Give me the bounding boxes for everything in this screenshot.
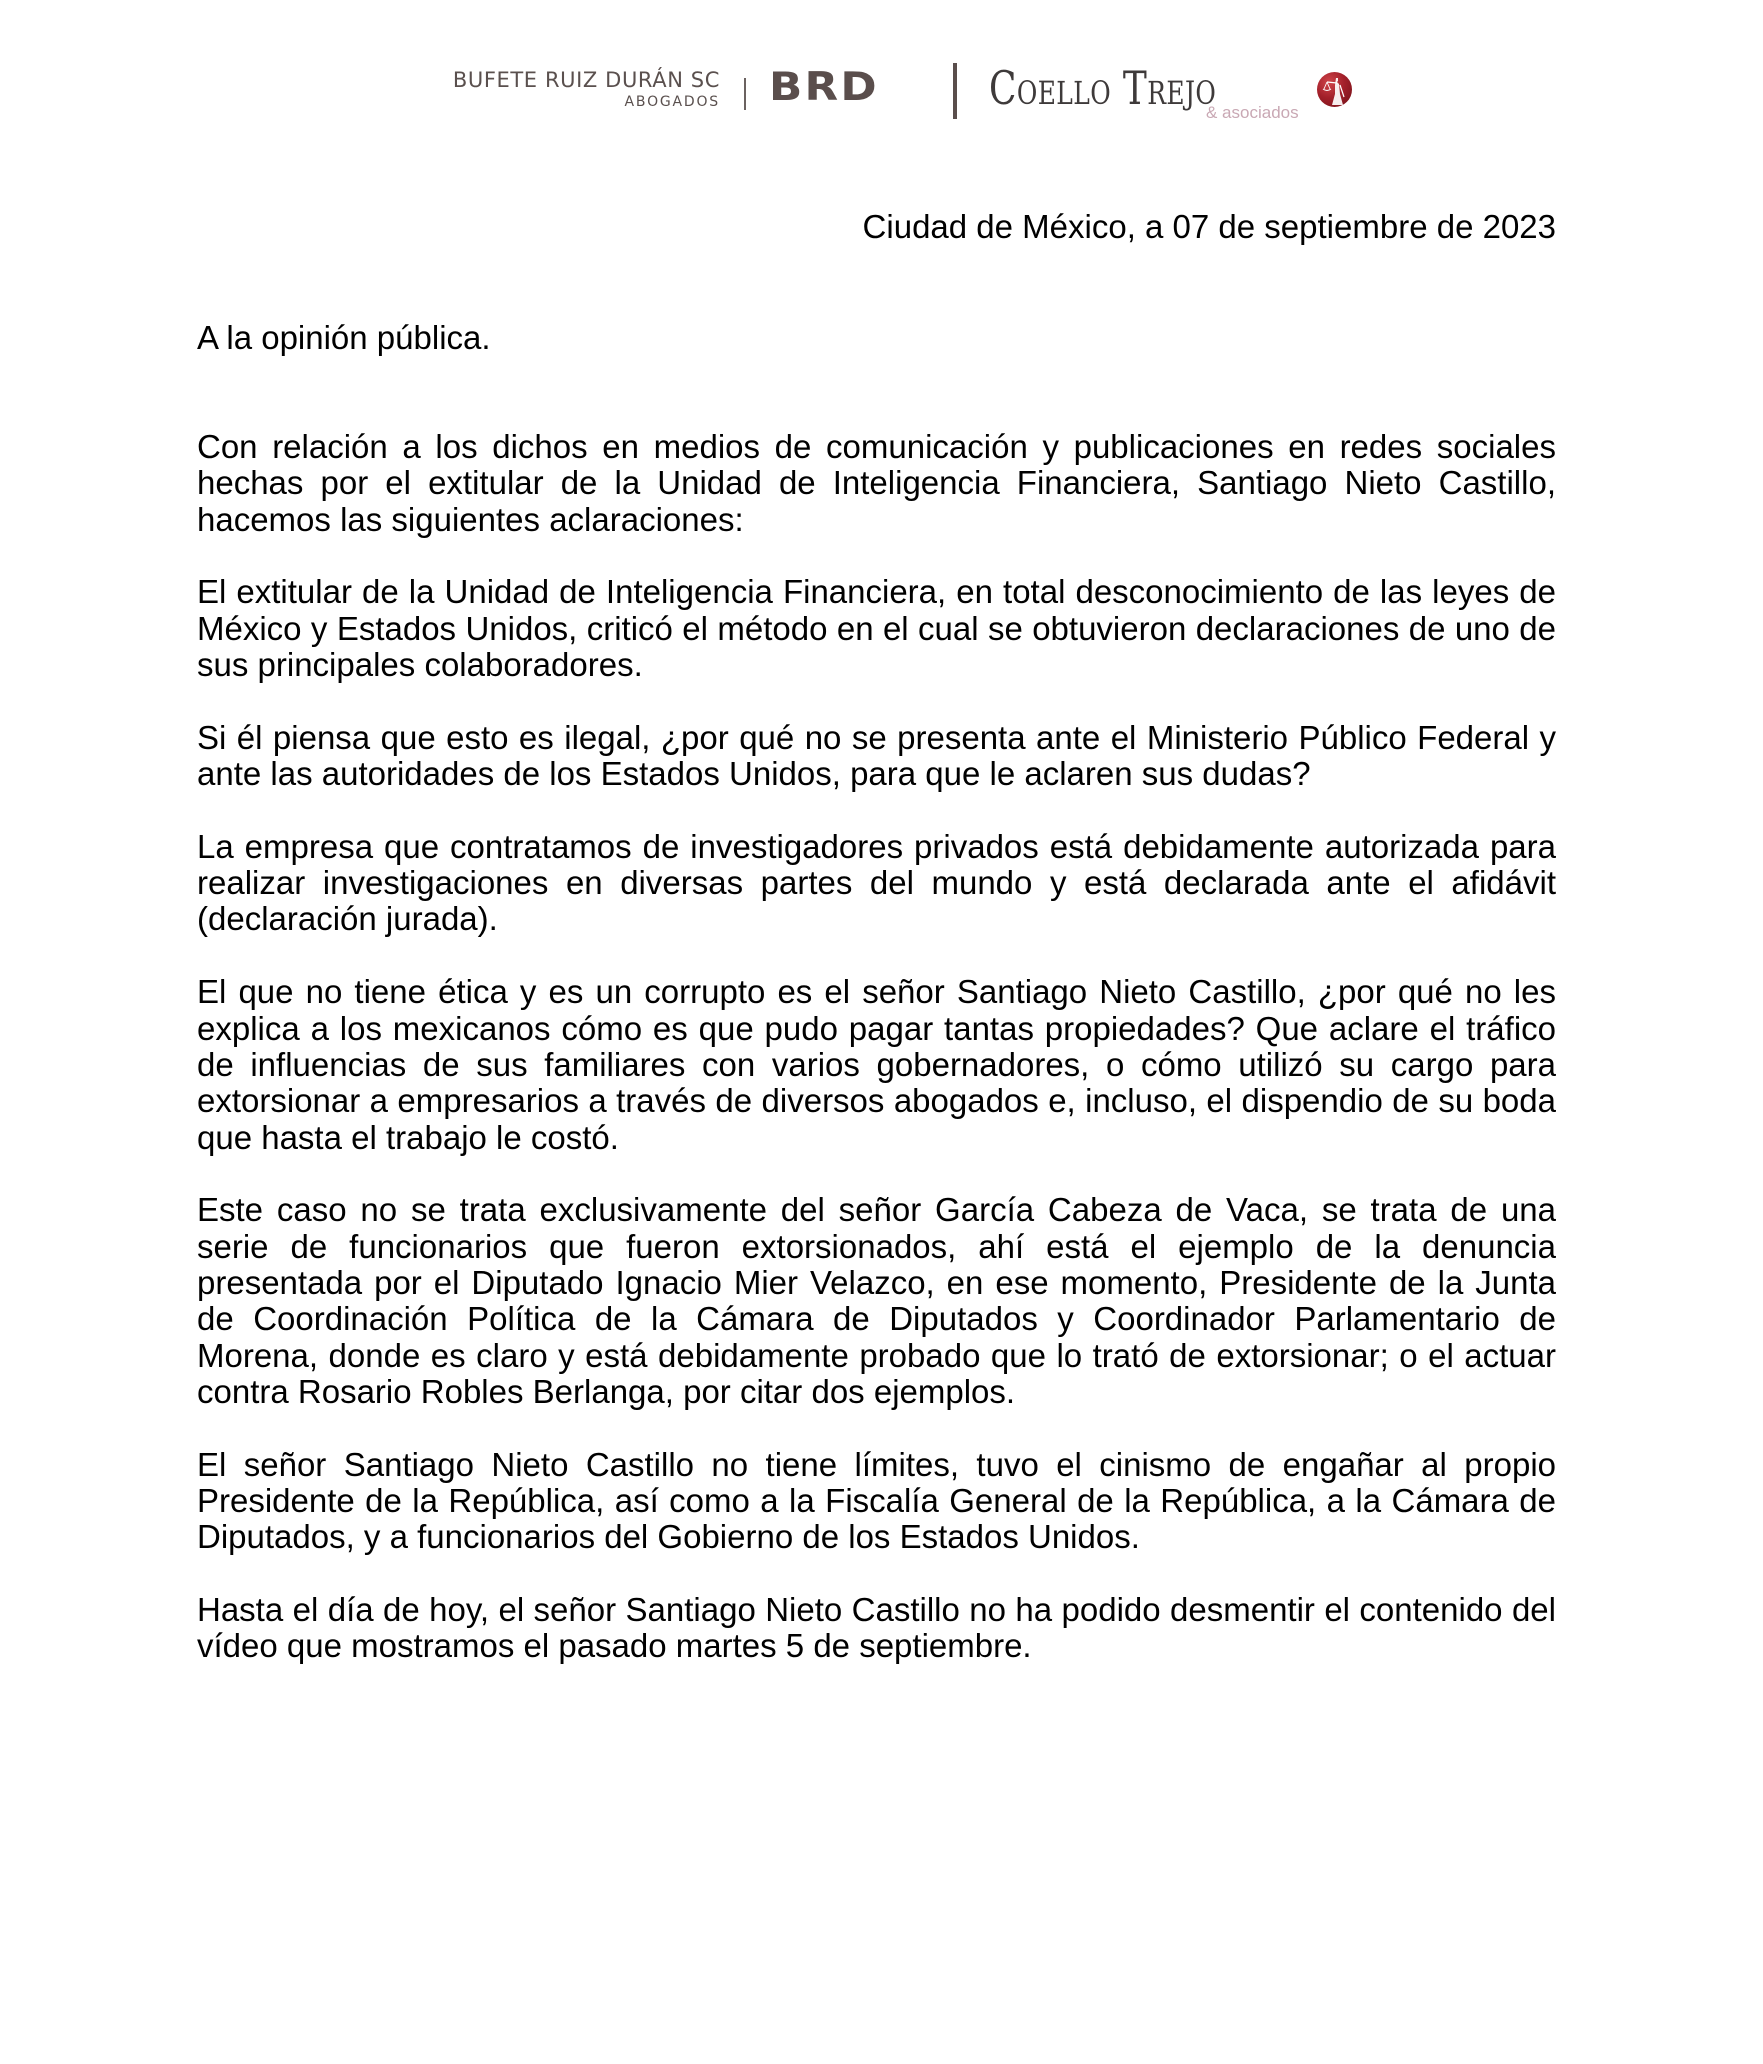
paragraph: Hasta el día de hoy, el señor Santiago Nieto Castillo no ha podido desmentir el contenido del vídeo que mostramos el pasado martes 5 de septiembre.	[197, 1591, 1556, 1665]
dateline: Ciudad de México, a 07 de septiembre de 2023	[862, 208, 1556, 245]
paragraph: Este caso no se trata exclusivamente del señor García Cabeza de Vaca, se trata de una serie de funcionarios que fueron extorsionados, ahí está el ejemplo de la denuncia presentada por el Diputado Ignacio Mier Velazco, en ese momento, Presidente de la Junta de Coordinación Política de la Cámara de Diputados y Coordinador Parlamentario de Morena, donde es claro y está debidamente probado que lo trató de extorsionar; o el actuar contra Rosario Robles Berlanga, por citar dos ejemplos.	[197, 1191, 1556, 1410]
bufete-ruiz-duran-name: BUFETE RUIZ DURÁN SC	[452, 68, 720, 92]
paragraph: El que no tiene ética y es un corrupto es el señor Santiago Nieto Castillo, ¿por qué no les explica a los mexicanos cómo es que pudo pagar tantas propiedades? Que aclare el tráfico de influencias de sus familiares con varios gobernadores, o cómo utilizó su cargo para extorsionar a empresarios a través de diversos abogados e, incluso, el dispendio de su boda que hasta el trabajo le costó.	[197, 973, 1556, 1156]
bufete-ruiz-duran-subtitle: ABOGADOS	[624, 94, 720, 110]
paragraph: Con relación a los dichos en medios de comunicación y publicaciones en redes sociales hechas por el extitular de la Unidad de Inteligencia Financiera, Santiago Nieto Castillo, hacemos las siguientes aclaraciones:	[197, 428, 1556, 538]
paragraph: Si él piensa que esto es ilegal, ¿por qué no se presenta ante el Ministerio Público Federal y ante las autoridades de los Estados Unidos, para que le aclaren sus dudas?	[197, 718, 1556, 793]
lady-justice-emblem-icon	[1317, 72, 1352, 107]
brd-logo: BRD	[769, 65, 879, 110]
paragraph: La empresa que contratamos de investigadores privados está debidamente autorizada para realizar investigaciones en diversas partes del mundo y está declarada ante el afidávit (declaración jurada).	[197, 827, 1556, 938]
salutation: A la opinión pública.	[197, 319, 491, 356]
coello-trejo-subtitle: & asociados	[1206, 103, 1299, 122]
lady-justice-figure-icon	[1317, 72, 1352, 107]
paragraph: El extitular de la Unidad de Inteligencia Financiera, en total desconocimiento de las leyes de México y Estados Unidos, criticó el método en el cual se obtuvieron declaraciones de uno de sus principales colaboradores.	[197, 573, 1556, 684]
logo-divider-thick	[953, 63, 957, 119]
paragraph: El señor Santiago Nieto Castillo no tiene límites, tuvo el cinismo de engañar al propio Presidente de la República, así como a la Fiscalía General de la República, a la Cámara de Diputados, y a funcionarios del Gobierno de los Estados Unidos.	[197, 1445, 1556, 1556]
coello-trejo-name: Coello Trejo	[989, 61, 1217, 115]
letter-body	[197, 429, 1556, 1701]
logo-divider-thin	[744, 78, 746, 110]
letterhead	[0, 0, 1763, 140]
